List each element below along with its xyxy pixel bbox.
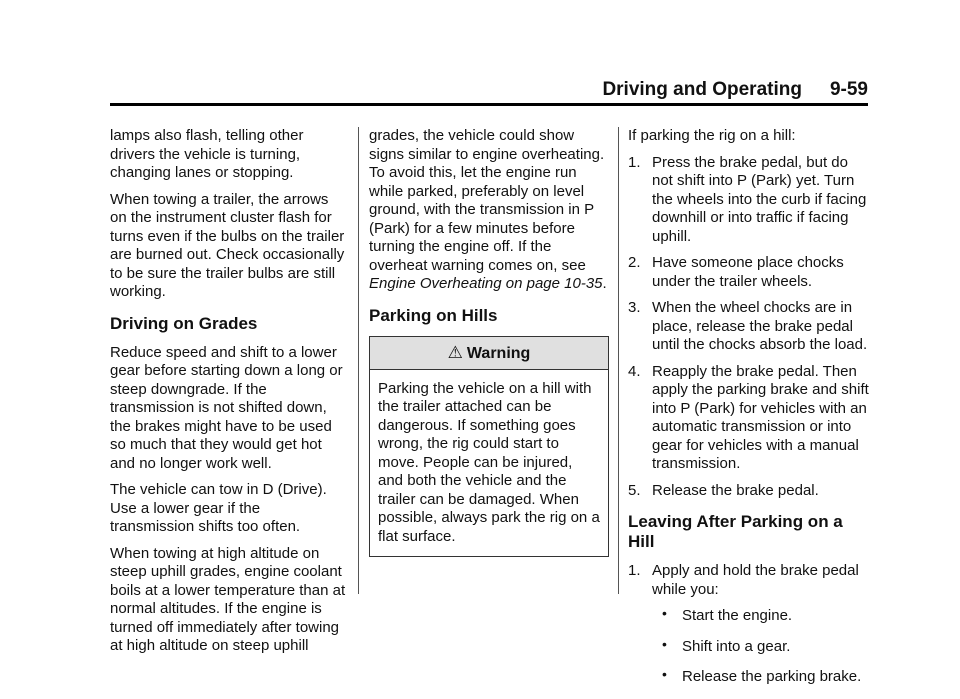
warning-title: Warning xyxy=(466,344,531,362)
paragraph: When towing a trailer, the arrows on the instrument cluster flash for turns even if the bulbs on the trailer are burned out. Check occasionally to be sure the trailer bulbs are still working. xyxy=(110,190,345,300)
header-rule xyxy=(110,103,868,106)
paragraph: When towing at high altitude on steep uphill grades, engine coolant boils at a lower temperature than at normal altitudes. If the engine is turned off immediately after towing at high altitude on steep uphill xyxy=(110,544,346,654)
warning-header xyxy=(370,337,608,370)
paragraph: If parking the rig on a hill: xyxy=(628,127,796,144)
step-number: 1. xyxy=(628,153,641,171)
paragraph: Reduce speed and shift to a lower gear before starting down a long or steep downgrade. If the transmission is not shifted down, the brakes might have to be used so much that they would get hot and no longer work well. xyxy=(110,343,343,472)
bullet-text: Release the parking brake. xyxy=(682,668,862,685)
step-number: 5. xyxy=(628,481,641,499)
step-number: 4. xyxy=(628,362,641,380)
paragraph: The vehicle can tow in D (Drive). Use a lower gear if the transmission shifts too often. xyxy=(110,481,327,535)
step-number: 2. xyxy=(628,254,641,271)
bullet-item xyxy=(648,635,870,657)
heading-driving-on-grades: Driving on Grades xyxy=(110,313,258,333)
list-item xyxy=(628,254,870,291)
warning-icon: ⚠ xyxy=(447,342,463,362)
step-text: Reapply the brake pedal. Then apply the parking brake and shift into P (Park) for vehicles with an automatic transmission or into gear for vehicles with a manual transmission. xyxy=(652,362,869,472)
bullet-icon: • xyxy=(662,605,667,621)
step-number: 3. xyxy=(628,299,641,316)
step-text: Press the brake pedal, but do not shift into P (Park) yet. Turn the wheels into the curb if facing downhill or into traffic if facing uphill. xyxy=(652,153,867,245)
bullet-icon: • xyxy=(662,666,667,682)
page-header xyxy=(110,78,868,102)
column-3 xyxy=(628,127,870,699)
bullet-text: Shift into a gear. xyxy=(682,637,791,655)
list-item xyxy=(628,299,870,355)
cross-reference-link[interactable]: Engine Overheating on page 10-35 xyxy=(369,275,603,292)
heading-parking-on-hills: Parking on Hills xyxy=(369,305,498,325)
list-item xyxy=(628,482,870,501)
bullet-icon: • xyxy=(662,635,667,652)
section-title: Driving and Operating xyxy=(602,79,802,100)
warning-box xyxy=(369,336,609,558)
column-divider xyxy=(358,127,359,594)
heading-leaving-after-parking: Leaving After Parking on a Hill xyxy=(628,512,843,551)
page-number: 9-59 xyxy=(829,79,868,100)
step-text: When the wheel chocks are in place, release the brake pedal until the chocks absorb the load. xyxy=(652,299,868,353)
paragraph xyxy=(369,127,609,294)
bullet-item xyxy=(648,668,870,687)
list-item xyxy=(628,154,870,247)
step-number: 1. xyxy=(628,562,641,579)
bullet-text: Start the engine. xyxy=(682,607,793,624)
list-item xyxy=(628,562,870,599)
step-text: Have someone place chocks under the trailer wheels. xyxy=(652,254,844,290)
column-2 xyxy=(369,127,609,565)
warning-body: Parking the vehicle on a hill with the trailer attached can be dangerous. If something goes wrong, the rig could start to move. People can be injured, and both the vehicle and the trailer can be damaged. When possible, always park the rig on a flat surface. xyxy=(378,379,600,545)
bullet-item xyxy=(648,607,870,626)
column-1 xyxy=(110,127,348,664)
list-item xyxy=(628,363,870,474)
step-text: Release the brake pedal. xyxy=(652,481,819,499)
step-text: Apply and hold the brake pedal while you: xyxy=(652,562,859,598)
punctuation: . xyxy=(602,275,607,292)
paragraph-text: grades, the vehicle could show signs similar to engine overheating. To avoid this, let the engine run while parked, preferably on level ground, with the transmission in P (Park) for a few minutes before turning the engine off. If the overheat warning comes on, see xyxy=(369,127,605,274)
column-divider xyxy=(618,127,619,594)
paragraph: lamps also flash, telling other drivers the vehicle is turning, changing lanes or stopping. xyxy=(110,127,304,181)
